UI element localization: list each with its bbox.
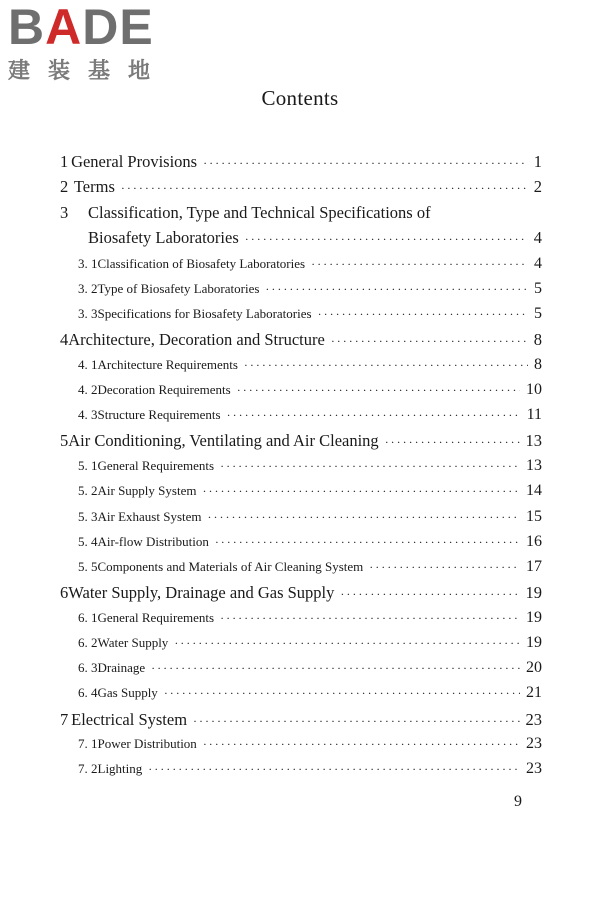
toc-chapter-entry bbox=[60, 152, 542, 172]
toc-leader-dots bbox=[385, 435, 520, 450]
toc-page-number: 10 bbox=[526, 381, 542, 398]
toc-page-number: 23 bbox=[525, 710, 542, 729]
toc-section-entry bbox=[78, 735, 542, 753]
toc-page-number: 4 bbox=[533, 228, 542, 247]
toc-page-number: 5 bbox=[534, 305, 542, 322]
toc-page-number: 2 bbox=[533, 177, 542, 196]
toc-number: 5. 1 bbox=[78, 458, 98, 473]
toc-number: 4. 2 bbox=[78, 382, 98, 397]
toc-section-entry bbox=[78, 305, 542, 323]
toc-page-number: 15 bbox=[526, 508, 542, 525]
toc-section-entry bbox=[78, 634, 542, 652]
toc-leader-dots bbox=[265, 282, 528, 297]
toc-leader-dots bbox=[227, 408, 521, 423]
toc-number: 7 bbox=[60, 710, 69, 729]
toc-page-number: 19 bbox=[526, 609, 542, 626]
toc-label: Air-flow Distribution bbox=[97, 534, 209, 549]
toc-label: Air Supply System bbox=[97, 483, 197, 498]
toc-page-number: 5 bbox=[534, 280, 542, 297]
logo-wordmark: BADE bbox=[8, 0, 154, 55]
toc-label: General Provisions bbox=[71, 152, 198, 171]
toc-section-entry bbox=[78, 356, 542, 374]
toc-page-number: 14 bbox=[526, 482, 542, 499]
toc-section-entry bbox=[78, 457, 542, 475]
toc-label: Components and Materials of Air Cleaning System bbox=[97, 559, 364, 574]
toc-leader-dots bbox=[174, 636, 520, 651]
toc-chapter-entry bbox=[60, 330, 542, 350]
toc-chapter-entry bbox=[60, 710, 542, 730]
toc-section-entry bbox=[78, 659, 542, 677]
toc-number: 6. 2 bbox=[78, 635, 98, 650]
toc-page-number: 16 bbox=[526, 533, 542, 550]
toc-page-number: 19 bbox=[526, 634, 542, 651]
page-number: 9 bbox=[514, 793, 522, 810]
toc-label: Lighting bbox=[97, 761, 143, 776]
toc-section-entry bbox=[78, 609, 542, 627]
toc-number: 6 bbox=[60, 583, 69, 602]
toc-leader-dots bbox=[340, 587, 519, 602]
toc-section-entry bbox=[78, 381, 542, 399]
toc-leader-dots bbox=[121, 181, 528, 196]
toc-number: 3 bbox=[60, 203, 69, 222]
toc-number: 1 bbox=[60, 152, 69, 171]
toc-page-number: 4 bbox=[534, 255, 542, 272]
toc-section-entry bbox=[78, 508, 542, 526]
toc-page-number: 11 bbox=[526, 406, 542, 423]
toc-number: 4. 3 bbox=[78, 407, 98, 422]
toc-page-number: 8 bbox=[534, 356, 542, 373]
toc-label: Air Conditioning, Ventilating and Air Cleaning bbox=[68, 431, 379, 450]
toc-label: Power Distribution bbox=[97, 736, 197, 751]
toc-chapter-entry bbox=[60, 177, 542, 197]
toc-section-entry bbox=[78, 533, 542, 551]
toc-label: Architecture Requirements bbox=[97, 357, 238, 372]
toc-page-number: 8 bbox=[533, 330, 542, 349]
toc-leader-dots bbox=[151, 661, 520, 676]
toc-leader-dots bbox=[245, 232, 528, 247]
toc-section-entry bbox=[78, 558, 542, 576]
toc-page-number: 20 bbox=[526, 659, 542, 676]
toc-leader-dots bbox=[244, 358, 528, 373]
toc-leader-dots bbox=[148, 762, 520, 777]
toc-page-number: 13 bbox=[526, 457, 542, 474]
toc-section-entry bbox=[78, 255, 542, 273]
toc-leader-dots bbox=[203, 737, 520, 752]
toc-chapter-entry bbox=[88, 228, 542, 248]
toc-page-number: 13 bbox=[525, 431, 542, 450]
toc-leader-dots bbox=[369, 560, 520, 575]
toc-label: Electrical System bbox=[71, 710, 188, 729]
toc-number: 7. 2 bbox=[78, 761, 98, 776]
toc-leader-dots bbox=[202, 484, 520, 499]
toc-leader-dots bbox=[318, 307, 528, 322]
toc-label: Gas Supply bbox=[97, 685, 158, 700]
toc-number: 4 bbox=[60, 330, 69, 349]
toc-label: Type of Biosafety Laboratories bbox=[97, 281, 260, 296]
toc-leader-dots bbox=[203, 156, 528, 171]
toc-leader-dots bbox=[237, 383, 520, 398]
toc-label: Water Supply, Drainage and Gas Supply bbox=[68, 583, 335, 602]
toc-leader-dots bbox=[164, 686, 520, 701]
toc-section-entry bbox=[78, 482, 542, 500]
toc-number: 6. 4 bbox=[78, 685, 98, 700]
toc-leader-dots bbox=[193, 714, 519, 729]
toc-number: 6. 1 bbox=[78, 610, 98, 625]
toc-label: Specifications for Biosafety Laboratories bbox=[97, 306, 312, 321]
toc-number: 5. 2 bbox=[78, 483, 98, 498]
toc-label: Structure Requirements bbox=[97, 407, 221, 422]
toc-number: 4. 1 bbox=[78, 357, 98, 372]
toc-leader-dots bbox=[215, 535, 520, 550]
toc-leader-dots bbox=[311, 257, 528, 272]
toc-chapter-entry bbox=[60, 583, 542, 603]
toc-number: 3. 1 bbox=[78, 256, 98, 271]
toc-label: Architecture, Decoration and Structure bbox=[68, 330, 325, 349]
toc-page-number: 19 bbox=[525, 583, 542, 602]
toc-section-entry bbox=[78, 406, 542, 424]
toc-page-number: 21 bbox=[526, 684, 542, 701]
toc-number: 3. 2 bbox=[78, 281, 98, 296]
toc-label: General Requirements bbox=[97, 610, 215, 625]
toc-number: 6. 3 bbox=[78, 660, 98, 675]
toc-label: Air Exhaust System bbox=[97, 509, 202, 524]
toc-label: Terms bbox=[73, 177, 115, 196]
toc-number: 3. 3 bbox=[78, 306, 98, 321]
toc-number: 5. 4 bbox=[78, 534, 98, 549]
toc-section-entry bbox=[78, 280, 542, 298]
toc-label: Water Supply bbox=[97, 635, 169, 650]
toc-number: 2 bbox=[60, 177, 69, 196]
logo-subtitle: 建装基地 bbox=[8, 59, 169, 84]
toc-page-number: 1 bbox=[533, 152, 542, 171]
toc-label: Classification of Biosafety Laboratories bbox=[97, 256, 306, 271]
toc-chapter-entry bbox=[60, 431, 542, 451]
toc-section-entry bbox=[78, 684, 542, 702]
toc-leader-dots bbox=[220, 459, 520, 474]
toc-leader-dots bbox=[220, 611, 520, 626]
toc-label: Decoration Requirements bbox=[97, 382, 231, 397]
toc-page-number: 17 bbox=[526, 558, 542, 575]
toc-section-entry bbox=[78, 760, 542, 778]
toc-label: Biosafety Laboratories bbox=[88, 228, 239, 247]
bade-logo bbox=[8, 0, 183, 85]
toc-leader-dots bbox=[208, 510, 521, 525]
page-title: Contents bbox=[261, 86, 339, 110]
toc-number: 5. 3 bbox=[78, 509, 98, 524]
toc-label: Drainage bbox=[97, 660, 146, 675]
toc-number: 7. 1 bbox=[78, 736, 98, 751]
toc-number: 5 bbox=[60, 431, 69, 450]
toc-label: Classification, Type and Technical Specifications of bbox=[88, 203, 431, 222]
toc-number: 5. 5 bbox=[78, 559, 98, 574]
toc-page-number: 23 bbox=[526, 735, 542, 752]
toc-leader-dots bbox=[331, 334, 528, 349]
toc-label: General Requirements bbox=[97, 458, 215, 473]
toc-page-number: 23 bbox=[526, 760, 542, 777]
toc-chapter-heading bbox=[60, 203, 431, 223]
